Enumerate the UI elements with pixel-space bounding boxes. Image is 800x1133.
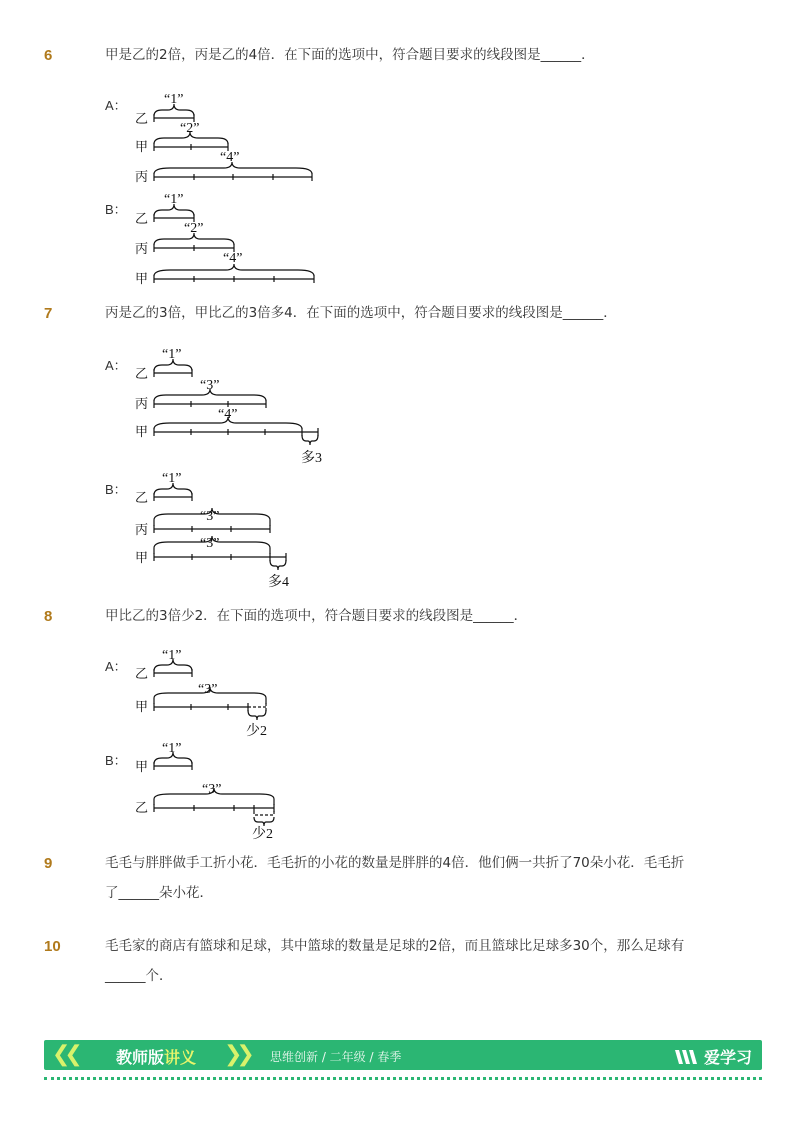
segment-name: 乙 [135, 367, 149, 382]
question-text: 甲比乙的3倍少2．在下面的选项中，符合题目要求的线段图是______． [105, 608, 528, 624]
segment-name: 乙 [135, 667, 149, 682]
brace-label: “3” [200, 378, 220, 393]
question-text: 甲是乙的2倍，丙是乙的4倍．在下面的选项中，符合题目要求的线段图是______． [105, 47, 595, 63]
segment-name: 甲 [135, 425, 149, 440]
brand-mark-icon [674, 1048, 700, 1066]
question-number: 7 [44, 305, 53, 322]
brace-label: “2” [180, 121, 200, 136]
brand-logo: 爱学习 [674, 1045, 752, 1068]
chevron-left-icon: ❮❮ [52, 1042, 77, 1067]
brace-label: “4” [218, 407, 238, 422]
difference-note: 多3 [301, 451, 322, 466]
segment-name: 乙 [135, 212, 149, 227]
footer-title: 教师版讲义 [116, 1048, 197, 1067]
brace-label: “3” [202, 782, 222, 797]
segment-name: 丙 [135, 170, 149, 185]
diagram-q6 [100, 90, 360, 290]
segment-name: 丙 [135, 397, 149, 412]
question-text-line: 了______朵小花． [105, 885, 213, 901]
difference-note: 多4 [268, 575, 289, 590]
option-label: B： [105, 202, 127, 217]
segment-name: 丙 [135, 242, 149, 257]
chevron-right-icon: ❯❯ [224, 1042, 249, 1067]
segment-name: 乙 [135, 112, 149, 127]
brace-label: “3” [198, 682, 218, 697]
option-label: B： [105, 753, 127, 768]
brace-label: “1” [162, 347, 182, 362]
option-label: B： [105, 482, 127, 497]
option-label: A： [105, 98, 127, 113]
segment-name: 甲 [135, 140, 149, 155]
segment-name: 甲 [135, 700, 149, 715]
brace-label: “1” [162, 648, 182, 663]
segment-name: 乙 [135, 801, 149, 816]
question-text [105, 848, 745, 908]
question-number: 6 [44, 47, 53, 64]
brace-label: “4” [223, 251, 243, 266]
question-number: 10 [44, 938, 61, 955]
question-text-line: 毛毛与胖胖做手工折小花．毛毛折的小花的数量是胖胖的4倍．他们俩一共折了70朵小花．毛毛折 [105, 855, 685, 871]
brace-label: “1” [164, 92, 184, 107]
brace-label: “4” [220, 150, 240, 165]
footer-banner [44, 1040, 762, 1070]
difference-note: 少2 [252, 827, 273, 842]
segment-name: 甲 [135, 760, 149, 775]
question-number: 9 [44, 855, 53, 872]
diagram-q7 [100, 342, 360, 590]
brace-label: “1” [162, 741, 182, 756]
segment-name: 甲 [135, 551, 149, 566]
question-text: 丙是乙的3倍，甲比乙的3倍多4．在下面的选项中，符合题目要求的线段图是______． [105, 305, 617, 321]
footer-divider [44, 1077, 762, 1080]
option-label: A： [105, 358, 127, 373]
question-text [105, 931, 745, 991]
question-text-line: ______个． [105, 968, 173, 984]
footer-subtitle: 思维创新 / 二年级 / 春季 [270, 1050, 402, 1064]
segment-name: 丙 [135, 523, 149, 538]
segment-name: 乙 [135, 491, 149, 506]
diagram-q8 [100, 645, 360, 840]
question-text-line: 毛毛家的商店有篮球和足球，其中篮球的数量是足球的2倍，而且篮球比足球多30个，那么足球有 [105, 938, 685, 954]
brace-label: “1” [164, 192, 184, 207]
brace-label: “3” [200, 509, 220, 524]
difference-note: 少2 [246, 724, 267, 739]
segment-name: 甲 [135, 272, 149, 287]
brace-label: “3” [200, 536, 220, 551]
option-label: A： [105, 659, 127, 674]
brace-label: “2” [184, 221, 204, 236]
question-number: 8 [44, 608, 53, 625]
brace-label: “1” [162, 471, 182, 486]
